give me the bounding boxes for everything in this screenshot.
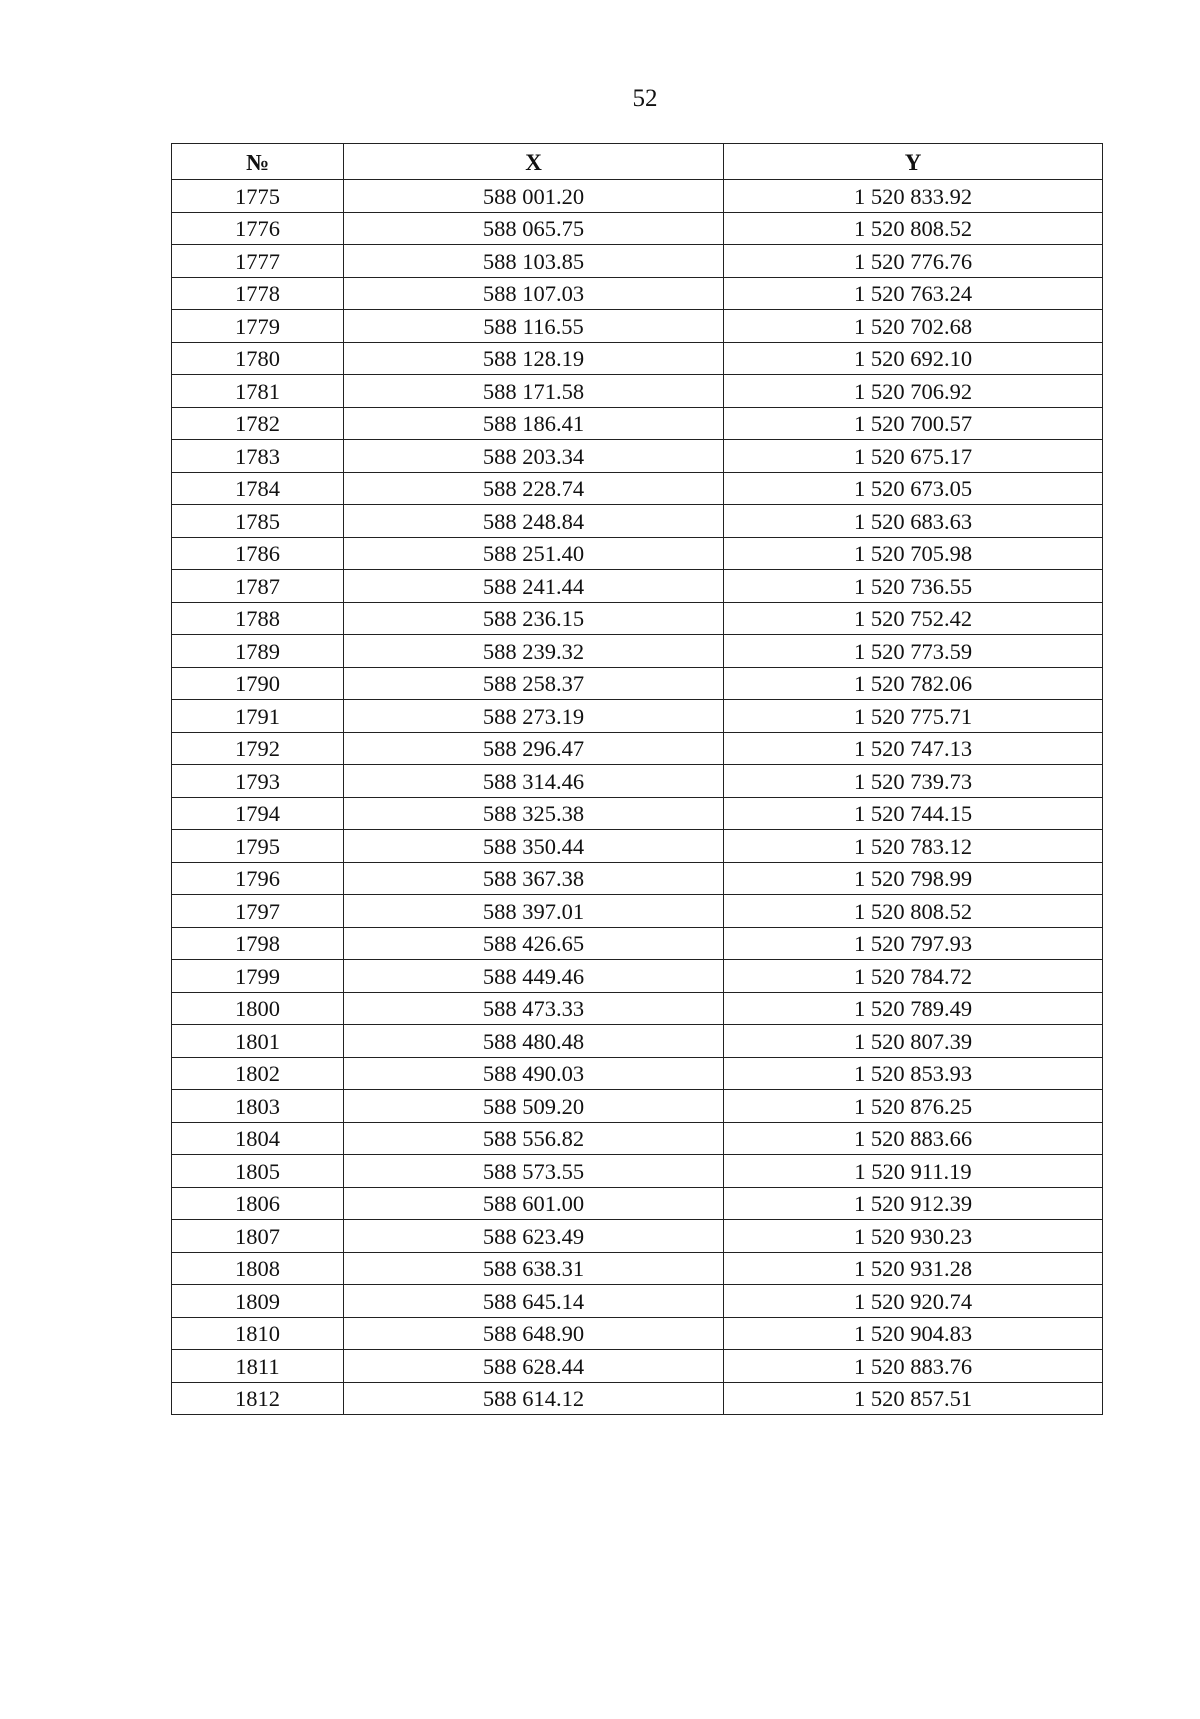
- table-row: [172, 1382, 1103, 1415]
- cell-y: 1 520 883.66: [724, 1122, 1103, 1155]
- table-body: [172, 180, 1103, 1415]
- cell-number: 1794: [172, 797, 344, 830]
- cell-y: 1 520 931.28: [724, 1252, 1103, 1285]
- cell-x: 588 490.03: [344, 1057, 724, 1090]
- table-row: [172, 960, 1103, 993]
- cell-y: 1 520 833.92: [724, 180, 1103, 213]
- cell-x: 588 248.84: [344, 505, 724, 538]
- cell-number: 1805: [172, 1155, 344, 1188]
- table-row: [172, 797, 1103, 830]
- cell-y: 1 520 683.63: [724, 505, 1103, 538]
- cell-y: 1 520 912.39: [724, 1187, 1103, 1220]
- table-row: [172, 1317, 1103, 1350]
- table-row: [172, 1122, 1103, 1155]
- cell-number: 1786: [172, 537, 344, 570]
- cell-number: 1802: [172, 1057, 344, 1090]
- cell-number: 1791: [172, 700, 344, 733]
- cell-x: 588 426.65: [344, 927, 724, 960]
- table-row: [172, 472, 1103, 505]
- table-row: [172, 927, 1103, 960]
- cell-x: 588 273.19: [344, 700, 724, 733]
- column-header-y: Y: [724, 144, 1103, 180]
- table-row: [172, 1350, 1103, 1383]
- cell-x: 588 258.37: [344, 667, 724, 700]
- table-row: [172, 1220, 1103, 1253]
- cell-number: 1778: [172, 277, 344, 310]
- table-row: [172, 992, 1103, 1025]
- cell-number: 1804: [172, 1122, 344, 1155]
- cell-number: 1777: [172, 245, 344, 278]
- cell-number: 1781: [172, 375, 344, 408]
- cell-y: 1 520 776.76: [724, 245, 1103, 278]
- cell-x: 588 065.75: [344, 212, 724, 245]
- cell-y: 1 520 675.17: [724, 440, 1103, 473]
- table-row: [172, 570, 1103, 603]
- cell-number: 1811: [172, 1350, 344, 1383]
- cell-number: 1782: [172, 407, 344, 440]
- table-row: [172, 1057, 1103, 1090]
- cell-y: 1 520 705.98: [724, 537, 1103, 570]
- cell-y: 1 520 752.42: [724, 602, 1103, 635]
- cell-number: 1793: [172, 765, 344, 798]
- cell-x: 588 171.58: [344, 375, 724, 408]
- cell-number: 1801: [172, 1025, 344, 1058]
- cell-y: 1 520 920.74: [724, 1285, 1103, 1318]
- cell-y: 1 520 744.15: [724, 797, 1103, 830]
- page-number: 52: [632, 85, 658, 112]
- cell-x: 588 203.34: [344, 440, 724, 473]
- cell-y: 1 520 883.76: [724, 1350, 1103, 1383]
- table-row: [172, 1090, 1103, 1123]
- table-row: [172, 537, 1103, 570]
- cell-number: 1795: [172, 830, 344, 863]
- coordinates-table: [171, 143, 1103, 1415]
- cell-x: 588 473.33: [344, 992, 724, 1025]
- cell-number: 1808: [172, 1252, 344, 1285]
- table-row: [172, 895, 1103, 928]
- cell-x: 588 251.40: [344, 537, 724, 570]
- cell-number: 1787: [172, 570, 344, 603]
- cell-y: 1 520 706.92: [724, 375, 1103, 408]
- cell-y: 1 520 739.73: [724, 765, 1103, 798]
- cell-y: 1 520 692.10: [724, 342, 1103, 375]
- table-row: [172, 862, 1103, 895]
- cell-y: 1 520 783.12: [724, 830, 1103, 863]
- cell-number: 1785: [172, 505, 344, 538]
- cell-y: 1 520 784.72: [724, 960, 1103, 993]
- cell-x: 588 128.19: [344, 342, 724, 375]
- cell-number: 1775: [172, 180, 344, 213]
- table-row: [172, 212, 1103, 245]
- cell-number: 1812: [172, 1382, 344, 1415]
- table-row: [172, 1155, 1103, 1188]
- cell-y: 1 520 808.52: [724, 212, 1103, 245]
- cell-x: 588 449.46: [344, 960, 724, 993]
- cell-x: 588 103.85: [344, 245, 724, 278]
- table-row: [172, 1187, 1103, 1220]
- cell-x: 588 573.55: [344, 1155, 724, 1188]
- table-row: [172, 1285, 1103, 1318]
- cell-x: 588 107.03: [344, 277, 724, 310]
- table-row: [172, 635, 1103, 668]
- column-header-x: X: [344, 144, 724, 180]
- cell-y: 1 520 853.93: [724, 1057, 1103, 1090]
- cell-number: 1784: [172, 472, 344, 505]
- cell-x: 588 296.47: [344, 732, 724, 765]
- cell-y: 1 520 673.05: [724, 472, 1103, 505]
- cell-number: 1809: [172, 1285, 344, 1318]
- table-row: [172, 830, 1103, 863]
- cell-number: 1797: [172, 895, 344, 928]
- table-row: [172, 1025, 1103, 1058]
- cell-x: 588 186.41: [344, 407, 724, 440]
- cell-x: 588 239.32: [344, 635, 724, 668]
- cell-number: 1807: [172, 1220, 344, 1253]
- cell-x: 588 228.74: [344, 472, 724, 505]
- cell-x: 588 350.44: [344, 830, 724, 863]
- cell-number: 1796: [172, 862, 344, 895]
- cell-x: 588 314.46: [344, 765, 724, 798]
- cell-number: 1792: [172, 732, 344, 765]
- table-row: [172, 667, 1103, 700]
- cell-x: 588 628.44: [344, 1350, 724, 1383]
- table-row: [172, 342, 1103, 375]
- cell-y: 1 520 700.57: [724, 407, 1103, 440]
- table-row: [172, 180, 1103, 213]
- cell-x: 588 556.82: [344, 1122, 724, 1155]
- cell-x: 588 638.31: [344, 1252, 724, 1285]
- cell-number: 1803: [172, 1090, 344, 1123]
- table-row: [172, 602, 1103, 635]
- cell-y: 1 520 798.99: [724, 862, 1103, 895]
- table-row: [172, 700, 1103, 733]
- table-row: [172, 505, 1103, 538]
- cell-y: 1 520 797.93: [724, 927, 1103, 960]
- cell-x: 588 236.15: [344, 602, 724, 635]
- cell-y: 1 520 747.13: [724, 732, 1103, 765]
- cell-number: 1776: [172, 212, 344, 245]
- table-header-row: [172, 144, 1103, 180]
- cell-y: 1 520 807.39: [724, 1025, 1103, 1058]
- table-row: [172, 765, 1103, 798]
- cell-y: 1 520 911.19: [724, 1155, 1103, 1188]
- cell-x: 588 001.20: [344, 180, 724, 213]
- cell-y: 1 520 876.25: [724, 1090, 1103, 1123]
- table-row: [172, 407, 1103, 440]
- cell-x: 588 116.55: [344, 310, 724, 343]
- cell-x: 588 648.90: [344, 1317, 724, 1350]
- cell-number: 1800: [172, 992, 344, 1025]
- cell-number: 1788: [172, 602, 344, 635]
- cell-y: 1 520 702.68: [724, 310, 1103, 343]
- cell-y: 1 520 857.51: [724, 1382, 1103, 1415]
- cell-x: 588 325.38: [344, 797, 724, 830]
- cell-number: 1779: [172, 310, 344, 343]
- cell-y: 1 520 736.55: [724, 570, 1103, 603]
- cell-x: 588 509.20: [344, 1090, 724, 1123]
- cell-y: 1 520 775.71: [724, 700, 1103, 733]
- table-row: [172, 732, 1103, 765]
- cell-x: 588 614.12: [344, 1382, 724, 1415]
- cell-number: 1799: [172, 960, 344, 993]
- cell-y: 1 520 808.52: [724, 895, 1103, 928]
- column-header-number: №: [172, 144, 344, 180]
- table-row: [172, 277, 1103, 310]
- cell-x: 588 601.00: [344, 1187, 724, 1220]
- cell-x: 588 623.49: [344, 1220, 724, 1253]
- cell-number: 1810: [172, 1317, 344, 1350]
- cell-y: 1 520 763.24: [724, 277, 1103, 310]
- table-row: [172, 375, 1103, 408]
- cell-number: 1806: [172, 1187, 344, 1220]
- cell-x: 588 397.01: [344, 895, 724, 928]
- cell-number: 1798: [172, 927, 344, 960]
- cell-x: 588 480.48: [344, 1025, 724, 1058]
- table-row: [172, 1252, 1103, 1285]
- cell-x: 588 645.14: [344, 1285, 724, 1318]
- cell-number: 1789: [172, 635, 344, 668]
- cell-y: 1 520 773.59: [724, 635, 1103, 668]
- table-row: [172, 440, 1103, 473]
- cell-number: 1790: [172, 667, 344, 700]
- cell-number: 1783: [172, 440, 344, 473]
- cell-x: 588 367.38: [344, 862, 724, 895]
- cell-x: 588 241.44: [344, 570, 724, 603]
- cell-y: 1 520 782.06: [724, 667, 1103, 700]
- cell-y: 1 520 789.49: [724, 992, 1103, 1025]
- table-row: [172, 245, 1103, 278]
- cell-number: 1780: [172, 342, 344, 375]
- cell-y: 1 520 904.83: [724, 1317, 1103, 1350]
- table-row: [172, 310, 1103, 343]
- cell-y: 1 520 930.23: [724, 1220, 1103, 1253]
